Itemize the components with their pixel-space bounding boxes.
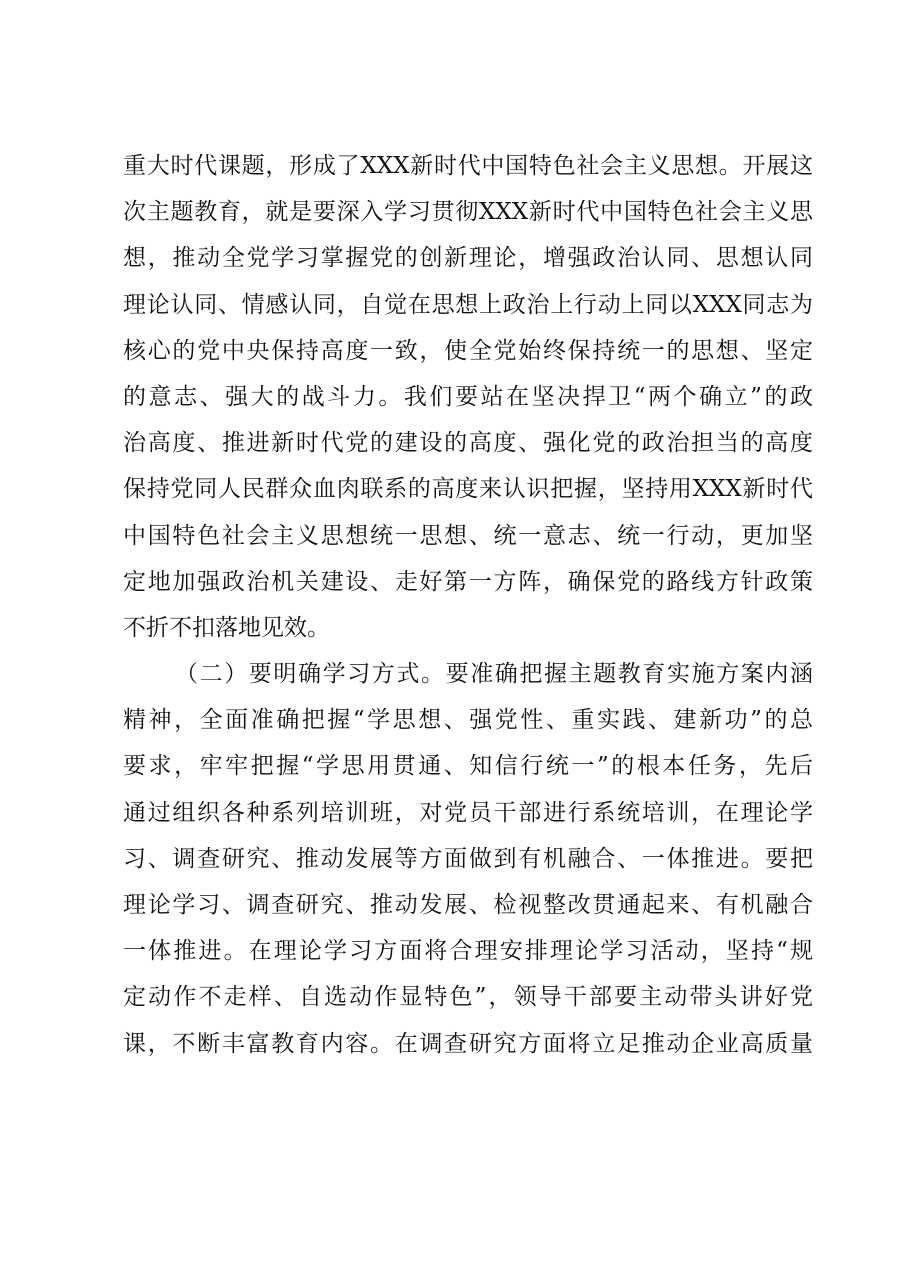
text-line: 的意志、强大的战斗力。我们要站在坚决捍卫“两个确立”的政 — [123, 383, 813, 410]
text-line: 一体推进。在理论学习方面将合理安排理论学习活动，坚持“规 — [123, 938, 813, 965]
text-line: 定动作不走样、自选动作显特色”，领导干部要主动带头讲好党 — [123, 984, 813, 1011]
document-body — [123, 143, 813, 1067]
paragraph-1 — [123, 143, 813, 651]
paragraph-2 — [123, 651, 813, 1067]
text-line: 理论学习、调查研究、推动发展、检视整改贯通起来、有机融合 — [123, 892, 813, 918]
text-line: 习、调查研究、推动发展等方面做到有机融合、一体推进。要把 — [123, 845, 813, 872]
text-line: 保持党同人民群众血肉联系的高度来认识把握，坚持用XXX新时代 — [123, 476, 813, 503]
text-line: 重大时代课题，形成了XXX新时代中国特色社会主义思想。开展这 — [123, 153, 813, 179]
text-line: 通过组织各种系列培训班，对党员干部进行系统培训，在理论学 — [123, 799, 813, 826]
text-line: 课，不断丰富教育内容。在调查研究方面将立足推动企业高质量 — [123, 1030, 813, 1057]
text-line: 治高度、推进新时代党的建设的高度、强化党的政治担当的高度 — [123, 430, 813, 457]
text-line: 中国特色社会主义思想统一思想、统一意志、统一行动，更加坚 — [123, 522, 813, 549]
text-line: （二）要明确学习方式。要准确把握主题教育实施方案内涵 — [175, 661, 813, 688]
text-line: 不折不扣落地见效。 — [123, 614, 330, 641]
text-line: 想，推动全党学习掌握党的创新理论，增强政治认同、思想认同 — [123, 245, 813, 272]
text-line: 要求，牢牢把握“学思用贯通、知信行统一”的根本任务，先后 — [123, 753, 813, 780]
text-line: 核心的党中央保持高度一致，使全党始终保持统一的思想、坚定 — [123, 337, 813, 364]
text-line: 精神，全面准确把握“学思想、强党性、重实践、建新功”的总 — [123, 707, 813, 734]
text-line: 定地加强政治机关建设、走好第一方阵，确保党的路线方针政策 — [123, 568, 813, 595]
text-line: 理论认同、情感认同，自觉在思想上政治上行动上同以XXX同志为 — [123, 291, 813, 318]
text-line: 次主题教育，就是要深入学习贯彻XXX新时代中国特色社会主义思 — [123, 199, 813, 226]
